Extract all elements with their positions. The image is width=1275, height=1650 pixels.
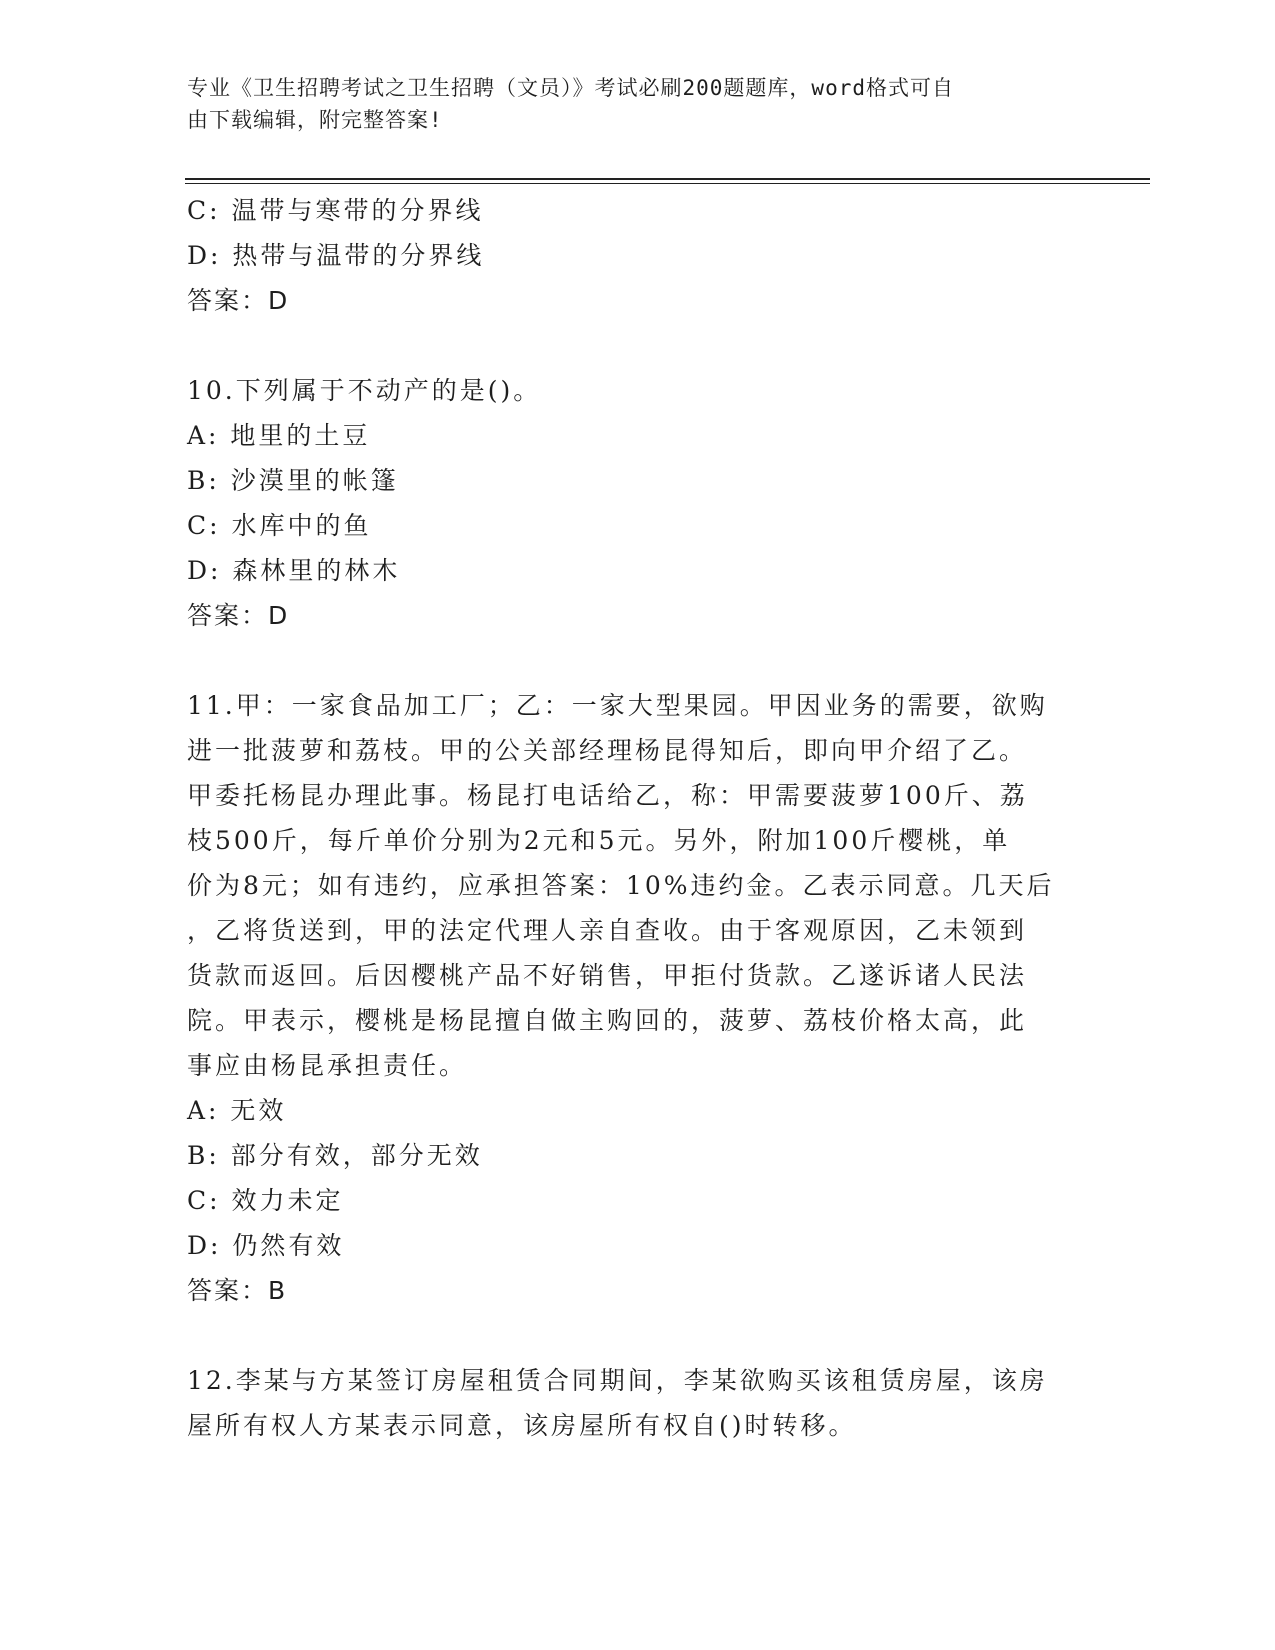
option-d: D: 森林里的林木 (187, 556, 401, 585)
option-b: B: 沙漠里的帐篷 (187, 466, 399, 495)
option-b: B: 部分有效，部分无效 (187, 1141, 483, 1170)
header-line-2: 由下载编辑，附完整答案! (187, 108, 443, 132)
stem-line: 枝500斤，每斤单价分别为2元和5元。另外，附加100斤樱桃，单 (187, 826, 1011, 855)
header-rule-thin (185, 183, 1150, 184)
question-stem: 10.下列属于不动产的是()。 (187, 376, 542, 405)
stem-line: 甲委托杨昆办理此事。杨昆打电话给乙，称：甲需要菠萝100斤、荔 (187, 781, 1028, 810)
header-rule-thick (185, 178, 1150, 180)
stem-line: 屋所有权人方某表示同意，该房屋所有权自()时转移。 (187, 1411, 857, 1440)
document-body (187, 188, 1087, 1448)
question-stem (187, 683, 1087, 1088)
answer-line: 答案：D (187, 601, 290, 630)
stem-line: 12.李某与方某签订房屋租赁合同期间，李某欲购买该租赁房屋，该房 (187, 1366, 1048, 1395)
header-line-1: 专业《卫生招聘考试之卫生招聘（文员）》考试必刷200题题库，word格式可自 (187, 76, 954, 100)
stem-line: 货款而返回。后因樱桃产品不好销售，甲拒付货款。乙遂诉诸人民法 (187, 961, 1028, 990)
stem-line: 11.甲：一家食品加工厂；乙：一家大型果园。甲因业务的需要，欲购 (187, 691, 1048, 720)
option-d: D: 仍然有效 (187, 1231, 345, 1260)
question-10 (187, 368, 1087, 638)
question-12 (187, 1358, 1087, 1448)
document-header (187, 72, 1067, 136)
option-c: C: 水库中的鱼 (187, 511, 372, 540)
option-c: C: 温带与寒带的分界线 (187, 196, 484, 225)
stem-line: 事应由杨昆承担责任。 (187, 1051, 468, 1080)
stem-line: 价为8元；如有违约，应承担答案：10%违约金。乙表示同意。几天后 (187, 871, 1055, 900)
option-a: A: 无效 (187, 1096, 287, 1125)
option-c: C: 效力未定 (187, 1186, 344, 1215)
stem-line: 进一批菠萝和荔枝。甲的公关部经理杨昆得知后，即向甲介绍了乙。 (187, 736, 1028, 765)
option-a: A: 地里的土豆 (187, 421, 371, 450)
question-11 (187, 683, 1087, 1313)
option-d: D: 热带与温带的分界线 (187, 241, 485, 270)
question-9-continued (187, 188, 1087, 323)
stem-line: ，乙将货送到，甲的法定代理人亲自查收。由于客观原因，乙未领到 (187, 916, 1028, 945)
stem-line: 院。甲表示，樱桃是杨昆擅自做主购回的，菠萝、荔枝价格太高，此 (187, 1006, 1028, 1035)
answer-line: 答案：B (187, 1276, 288, 1305)
answer-line: 答案：D (187, 286, 290, 315)
